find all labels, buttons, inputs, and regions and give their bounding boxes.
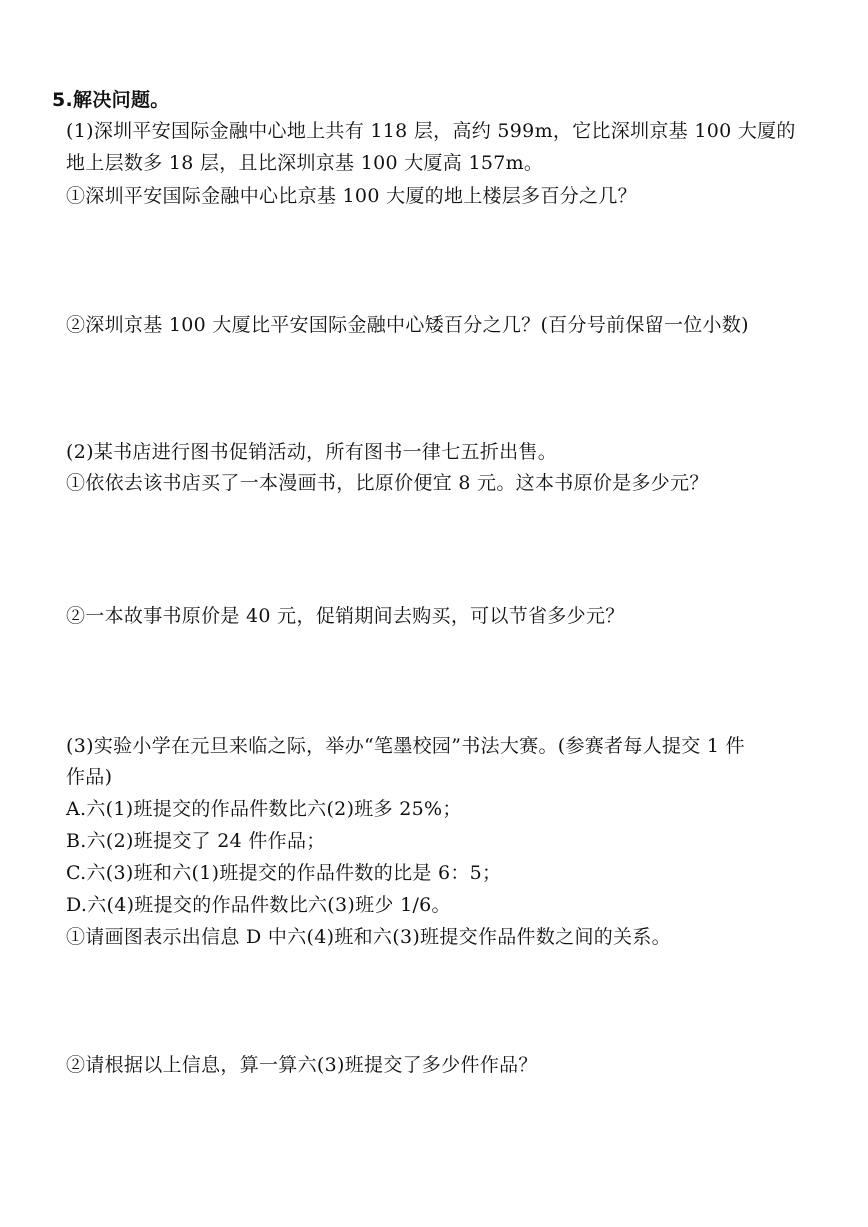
problem2-question1: ①依依去该书店买了一本漫画书，比原价便宜 8 元。这本书原价是多少元？ (66, 472, 709, 494)
problem3-intro-line2: 作品) (66, 766, 113, 788)
problem3-intro-line1: (3)实验小学在元旦来临之际，举办“笔墨校园”书法大赛。(参赛者每人提交 1 件 (66, 735, 745, 757)
problem3-info-c: C.六(3)班和六(1)班提交的作品件数的比是 6：5； (66, 862, 502, 884)
problem3-info-d: D.六(4)班提交的作品件数比六(3)班少 1/6。 (66, 894, 451, 916)
problem3-question2: ②请根据以上信息，算一算六(3)班提交了多少件作品？ (66, 1054, 538, 1076)
problem2-question2: ②一本故事书原价是 40 元，促销期间去购买，可以节省多少元？ (66, 605, 625, 627)
problem1-question2: ②深圳京基 100 大厦比平安国际金融中心矮百分之几？(百分号前保留一位小数) (66, 314, 749, 336)
problem3-info-b: B.六(2)班提交了 24 件作品； (66, 830, 326, 852)
problem1-intro-line1: (1)深圳平安国际金融中心地上共有 118 层，高约 599m，它比深圳京基 100 大厦的 (66, 120, 796, 142)
section-heading: 5.解决问题。 (52, 89, 170, 111)
problem3-question1: ①请画图表示出信息 D 中六(4)班和六(3)班提交作品件数之间的关系。 (66, 926, 671, 948)
problem3-info-a: A.六(1)班提交的作品件数比六(2)班多 25%； (66, 798, 462, 820)
problem1-question1: ①深圳平安国际金融中心比京基 100 大厦的地上楼层多百分之几？ (66, 185, 637, 207)
problem2-intro: (2)某书店进行图书促销活动，所有图书一律七五折出售。 (66, 441, 558, 463)
problem1-intro-line2: 地上层数多 18 层，且比深圳京基 100 大厦高 157m。 (66, 152, 544, 174)
